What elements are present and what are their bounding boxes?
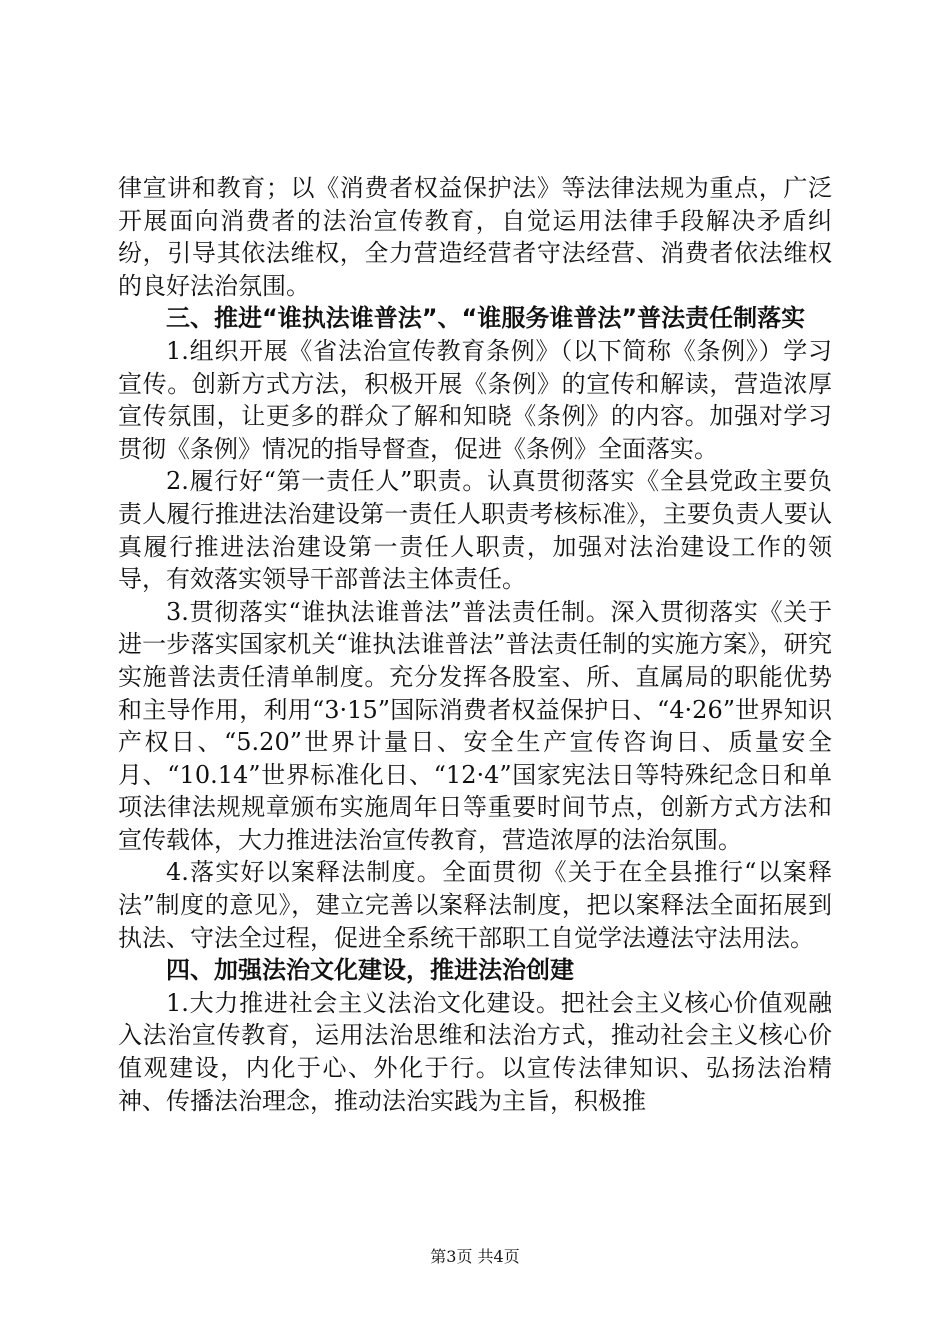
paragraph-continuation: 律宣讲和教育；以《消费者权益保护法》等法律法规为重点，广泛开展面向消费者的法治宣传教育，自觉运用法律手段解决矛盾纠纷，引导其依法维权，全力营造经营者守法经营、消费者依法维权的良好法治氛围。	[118, 174, 832, 300]
section-heading-3: 三、推进“谁执法谁普法”、“谁服务谁普法”普法责任制落实	[166, 304, 806, 333]
paragraph-item-1: 1.组织开展《省法治宣传教育条例》（以下简称《条例》）学习宣传。创新方式方法，积极开展《条例》的宣传和解读，营造浓厚宣传氛围，让更多的群众了解和知晓《条例》的内容。加强对学习贯彻《条例》情况的指导督查，促进《条例》全面落实。	[118, 336, 832, 463]
paragraph-item-3: 3.贯彻落实“谁执法谁普法”普法责任制。深入贯彻落实《关于进一步落实国家机关“谁执法谁普法”普法责任制的实施方案》，研究实施普法责任清单制度。充分发挥各股室、所、直属局的职能优势和主导作用，利用“3·15”国际消费者权益保护日、“4·26”世界知识产权日、“5.20”世界计量日、安全生产宣传咨询日、质量安全月、“10.14”世界标准化日、“12·4”国家宪法日等特殊纪念日和单项法律法规规章颁布实施周年日等重要时间节点，创新方式方法和宣传载体，大力推进法治宣传教育，营造浓厚的法治氛围。	[118, 597, 832, 854]
paragraph-item-5: 1.大力推进社会主义法治文化建设。把社会主义核心价值观融入法治宣传教育，运用法治思维和法治方式，推动社会主义核心价值观建设，内化于心、外化于行。以宣传法律知识、弘扬法治精神、传播法治理念，推动法治实践为主旨，积极推	[118, 988, 832, 1115]
paragraph-item-2: 2.履行好“第一责任人”职责。认真贯彻落实《全县党政主要负责人履行推进法治建设第一责任人职责考核标准》，主要负责人要认真履行推进法治建设第一责任人职责，加强对法治建设工作的领导，有效落实领导干部普法主体责任。	[118, 467, 832, 594]
paragraph-item-4: 4.落实好以案释法制度。全面贯彻《关于在全县推行“以案释法”制度的意见》，建立完善以案释法制度，把以案释法全面拓展到执法、守法全过程，促进全系统干部职工自觉学法遵法守法用法。	[118, 858, 832, 952]
page-footer: 第3页 共4页	[430, 1247, 520, 1266]
document-body	[118, 172, 832, 1117]
section-heading-4: 四、加强法治文化建设，推进法治创建	[166, 956, 574, 985]
